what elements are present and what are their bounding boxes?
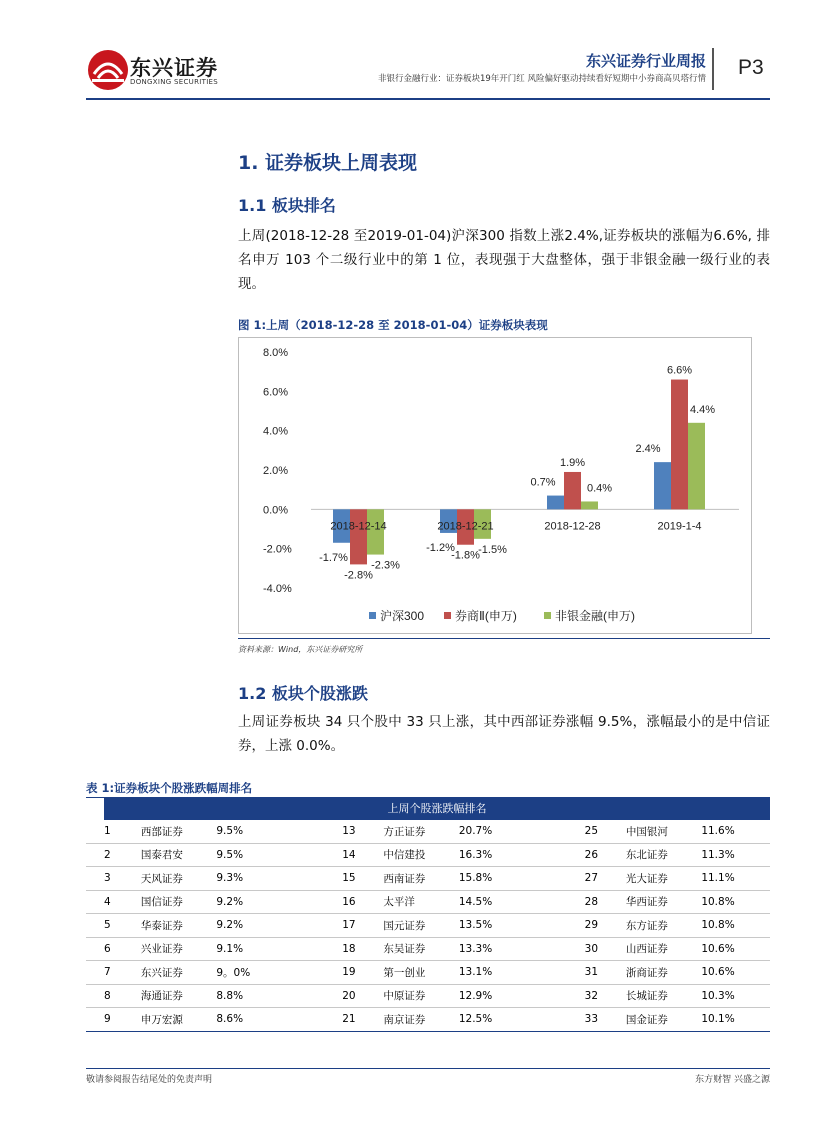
data-label: -2.3% [371, 559, 400, 572]
stock-name-cell: 国信证券 [141, 890, 216, 914]
x-tick-label: 2018-12-14 [330, 520, 387, 533]
change-cell: 9。0% [216, 961, 342, 985]
stock-name-cell: 中信建投 [383, 843, 458, 867]
logo-chinese-name: 东兴证券 [130, 56, 218, 80]
stock-name-cell: 东方证券 [626, 914, 701, 938]
stock-name-cell: 国泰君安 [141, 843, 216, 867]
change-cell: 8.8% [216, 984, 342, 1008]
logo-emblem-icon [86, 48, 130, 92]
table-row [86, 937, 770, 961]
change-cell: 12.9% [459, 984, 585, 1008]
rank-cell: 28 [585, 890, 626, 914]
subsection-heading-stocks: 1.2 板块个股涨跌 [238, 684, 368, 703]
stock-name-cell: 国金证券 [626, 1008, 701, 1032]
stock-ranking-table [86, 820, 770, 1032]
stock-name-cell: 光大证券 [626, 867, 701, 891]
change-cell: 10.3% [701, 984, 770, 1008]
change-cell: 13.1% [459, 961, 585, 985]
table-row [86, 890, 770, 914]
data-label: -1.8% [451, 549, 480, 562]
figure-rule [238, 638, 770, 639]
rank-cell: 9 [86, 1008, 141, 1032]
page-number: P3 [738, 56, 764, 79]
table-row [86, 914, 770, 938]
table-row [86, 984, 770, 1008]
data-label: -1.5% [478, 543, 507, 556]
header-rule [86, 98, 770, 100]
bar [564, 472, 581, 509]
rank-cell: 32 [585, 984, 626, 1008]
rank-cell: 1 [86, 820, 141, 843]
change-cell: 13.5% [459, 914, 585, 938]
table-row [86, 820, 770, 843]
change-cell: 10.8% [701, 914, 770, 938]
y-tick-label: -4.0% [263, 583, 292, 595]
bar [581, 501, 598, 509]
rank-cell: 19 [342, 961, 383, 985]
subsection-heading-ranking: 1.1 板块排名 [238, 196, 336, 215]
change-cell: 10.8% [701, 890, 770, 914]
data-label: 1.9% [559, 456, 586, 469]
rank-cell: 26 [585, 843, 626, 867]
stock-name-cell: 中原证券 [383, 984, 458, 1008]
rank-cell: 25 [585, 820, 626, 843]
data-label: 0.4% [586, 482, 613, 495]
y-tick-label: 8.0% [263, 347, 289, 359]
rank-cell: 5 [86, 914, 141, 938]
data-label: 0.7% [530, 476, 556, 489]
table-row [86, 867, 770, 891]
stock-name-cell: 南京证券 [383, 1008, 458, 1032]
rank-cell: 8 [86, 984, 141, 1008]
ranking-paragraph: 上周(2018-12-28 至2019-01-04)沪深300 指数上涨2.4%,证券板块的涨幅为6.6%, 排名申万 103 个二级行业中的第 1 位，表现强于大盘整体，强于非银金融一级行业的表现。 [238, 228, 770, 292]
y-tick-label: -2.0% [263, 543, 292, 556]
stock-name-cell: 东吴证券 [383, 937, 458, 961]
stock-name-cell: 国元证券 [383, 914, 458, 938]
rank-cell: 2 [86, 843, 141, 867]
legend-label: 券商Ⅱ(申万) [455, 609, 517, 623]
y-tick-label: 4.0% [263, 425, 289, 438]
stock-name-cell: 海通证券 [141, 984, 216, 1008]
stock-name-cell: 东兴证券 [141, 961, 216, 985]
stock-name-cell: 华西证券 [626, 890, 701, 914]
x-tick-label: 2018-12-21 [437, 520, 494, 533]
rank-cell: 3 [86, 867, 141, 891]
change-cell: 13.3% [459, 937, 585, 961]
table-row [86, 843, 770, 867]
rank-cell: 29 [585, 914, 626, 938]
data-label: 4.4% [689, 403, 716, 416]
footer-rule [86, 1068, 770, 1069]
legend-label: 沪深300 [380, 609, 425, 623]
change-cell: 10.6% [701, 961, 770, 985]
footer-disclaimer: 敬请参阅报告结尾处的免责声明 [86, 1075, 213, 1085]
data-label: 6.6% [666, 364, 693, 377]
stock-name-cell: 兴业证券 [141, 937, 216, 961]
legend-swatch [444, 612, 451, 619]
stock-name-cell: 第一创业 [383, 961, 458, 985]
data-label: -1.2% [426, 541, 455, 554]
stock-name-cell: 西部证券 [141, 820, 216, 843]
data-label: 2.4% [635, 443, 661, 456]
bar [350, 509, 367, 564]
header-divider [712, 48, 714, 90]
change-cell: 9.5% [216, 843, 342, 867]
rank-cell: 20 [342, 984, 383, 1008]
rank-cell: 31 [585, 961, 626, 985]
table-caption: 表 1:证券板块个股涨跌幅周排名 [86, 781, 253, 795]
change-cell: 9.3% [216, 867, 342, 891]
y-tick-label: 6.0% [263, 386, 289, 399]
stock-name-cell: 太平洋 [383, 890, 458, 914]
bar [688, 423, 705, 510]
x-tick-label: 2019-1-4 [657, 520, 702, 533]
bar [547, 496, 564, 510]
rank-cell: 18 [342, 937, 383, 961]
data-label: -2.8% [344, 569, 373, 582]
rank-cell: 33 [585, 1008, 626, 1032]
change-cell: 9.5% [216, 820, 342, 843]
change-cell: 9.1% [216, 937, 342, 961]
report-subtitle: 非银行金融行业：证券板块19年开门红 风险偏好驱动持续看好短期中小券商高贝塔行情 [377, 74, 706, 84]
logo-english-name: DONGXING SECURITIES [130, 78, 219, 86]
stock-name-cell: 中国银河 [626, 820, 701, 843]
change-cell: 12.5% [459, 1008, 585, 1032]
change-cell: 8.6% [216, 1008, 342, 1032]
bar [671, 380, 688, 510]
rank-cell: 16 [342, 890, 383, 914]
chart-canvas [239, 338, 753, 635]
stock-name-cell: 申万宏源 [141, 1008, 216, 1032]
table-row [86, 1008, 770, 1032]
stock-name-cell: 山西证券 [626, 937, 701, 961]
change-cell: 16.3% [459, 843, 585, 867]
legend-swatch [544, 612, 551, 619]
stock-name-cell: 天风证券 [141, 867, 216, 891]
rank-cell: 30 [585, 937, 626, 961]
rank-cell: 27 [585, 867, 626, 891]
change-cell: 9.2% [216, 890, 342, 914]
rank-cell: 7 [86, 961, 141, 985]
legend-label: 非银金融(申万) [555, 609, 635, 623]
stock-name-cell: 方正证券 [383, 820, 458, 843]
rank-cell: 6 [86, 937, 141, 961]
rank-cell: 17 [342, 914, 383, 938]
bar [654, 462, 671, 509]
table-header: 上周个股涨跌幅排名 [104, 798, 770, 820]
stocks-paragraph: 上周证券板块 34 只个股中 33 只上涨，其中西部证券涨幅 9.5%，涨幅最小的是中信证券，上涨 0.0%。 [238, 714, 770, 754]
section-heading: 1. 证券板块上周表现 [238, 152, 418, 174]
change-cell: 14.5% [459, 890, 585, 914]
change-cell: 9.2% [216, 914, 342, 938]
rank-cell: 4 [86, 890, 141, 914]
sector-performance-chart [238, 337, 752, 634]
rank-cell: 21 [342, 1008, 383, 1032]
y-tick-label: 0.0% [263, 504, 289, 517]
rank-cell: 13 [342, 820, 383, 843]
change-cell: 10.6% [701, 937, 770, 961]
data-label: -1.7% [319, 551, 348, 564]
footer-slogan: 东方财智 兴盛之源 [695, 1075, 770, 1085]
y-tick-label: 2.0% [263, 465, 289, 477]
stock-name-cell: 东北证券 [626, 843, 701, 867]
change-cell: 11.3% [701, 843, 770, 867]
change-cell: 10.1% [701, 1008, 770, 1032]
rank-cell: 15 [342, 867, 383, 891]
x-tick-label: 2018-12-28 [544, 520, 601, 533]
table-row [86, 961, 770, 985]
rank-cell: 14 [342, 843, 383, 867]
change-cell: 11.1% [701, 867, 770, 891]
stock-name-cell: 长城证券 [626, 984, 701, 1008]
figure-caption: 图 1:上周（2018-12-28 至 2018-01-04）证券板块表现 [238, 318, 548, 332]
change-cell: 15.8% [459, 867, 585, 891]
change-cell: 20.7% [459, 820, 585, 843]
change-cell: 11.6% [701, 820, 770, 843]
report-type-title: 东兴证券行业周报 [585, 52, 706, 70]
stock-name-cell: 华泰证券 [141, 914, 216, 938]
stock-name-cell: 西南证券 [383, 867, 458, 891]
figure-source: 资料来源：Wind，东兴证券研究所 [238, 645, 363, 654]
stock-name-cell: 浙商证券 [626, 961, 701, 985]
legend-swatch [369, 612, 376, 619]
